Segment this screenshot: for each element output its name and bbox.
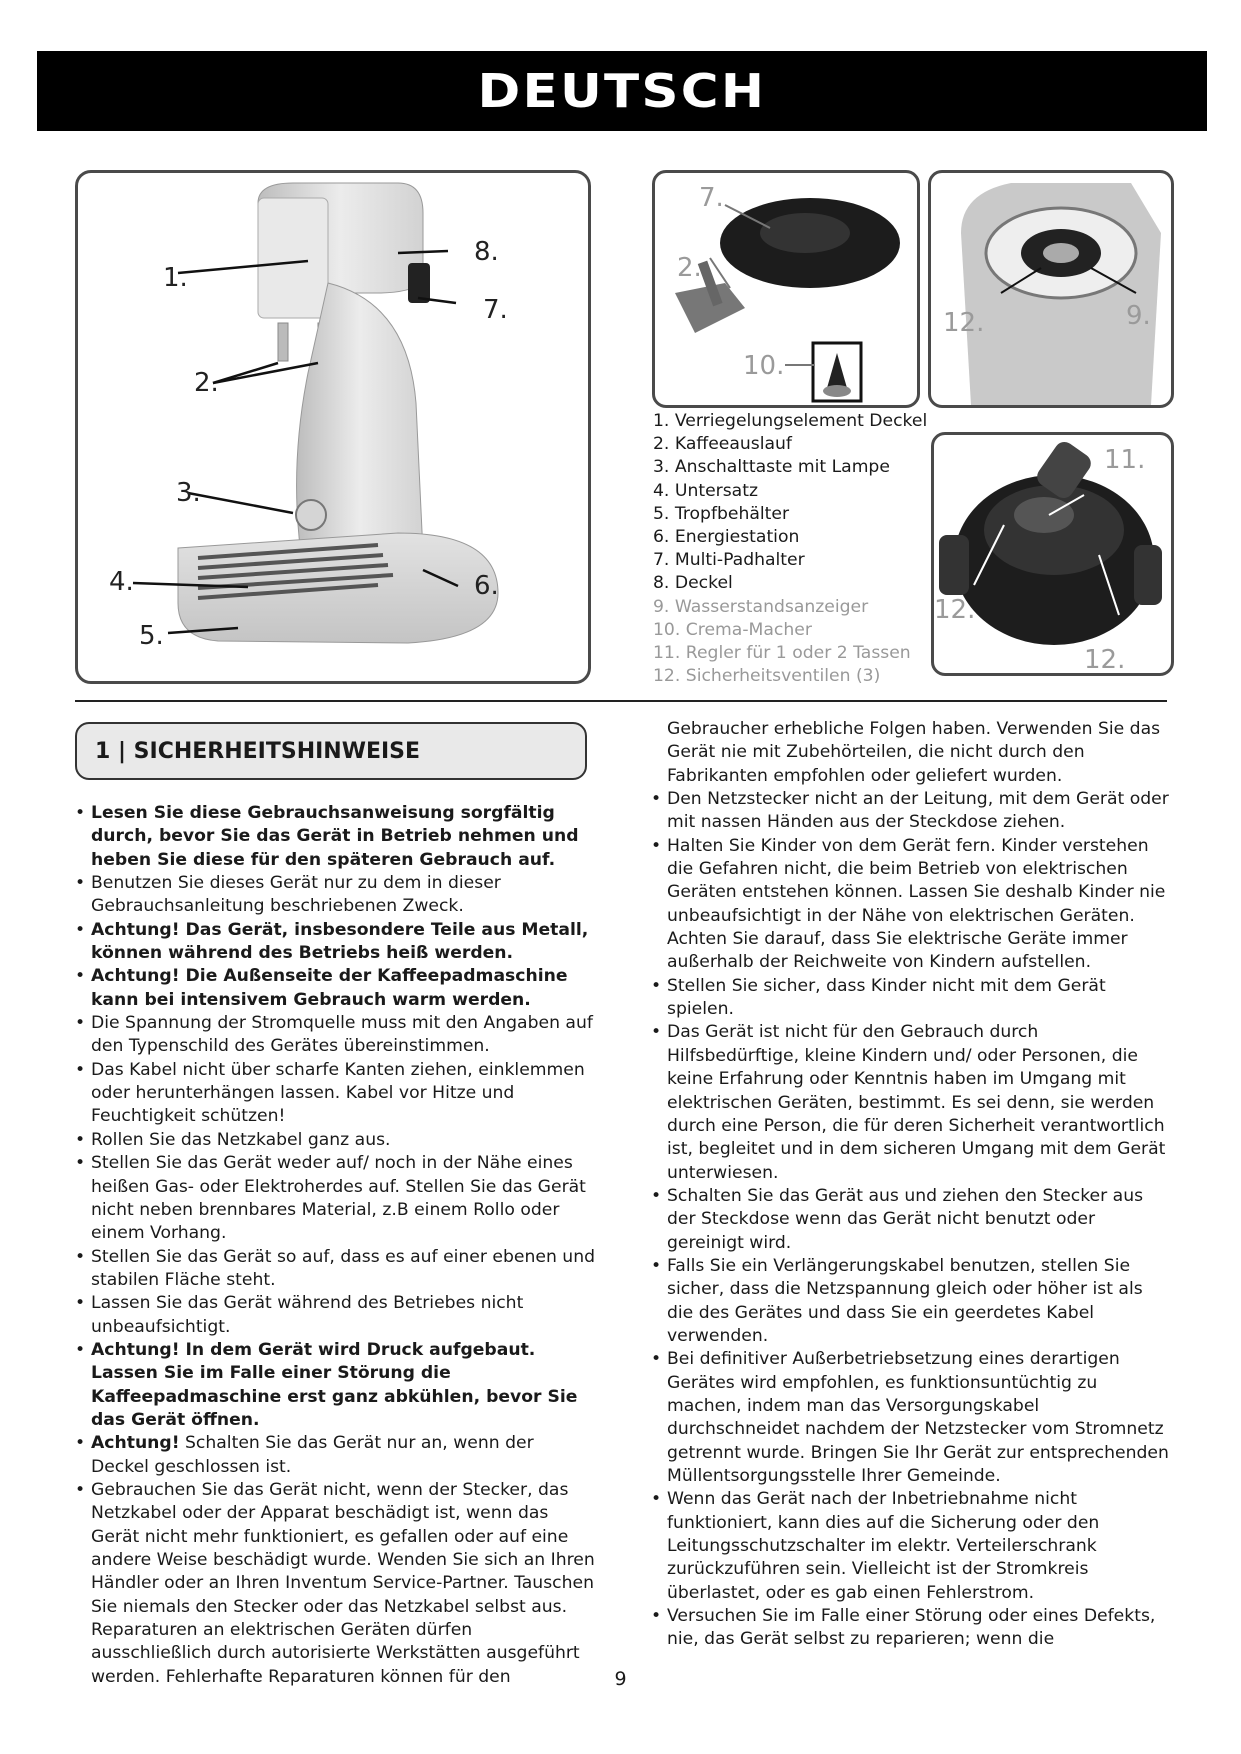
list-item: • Stellen Sie sicher, dass Kinder nicht mit dem Gerät spielen.: [651, 975, 1171, 1022]
legend-item: 7. Multi-Padhalter: [653, 550, 805, 571]
language-title: DEUTSCH: [477, 64, 767, 118]
callout-8: 8.: [474, 237, 499, 267]
list-item: • Falls Sie ein Verlängerungskabel benutzen, stellen Sie sicher, dass die Netzspannung gleich oder höher ist als die des Gerätes und dass Sie ein geerdetes Kabel verwenden.: [651, 1255, 1171, 1348]
list-item: • Stellen Sie das Gerät weder auf/ noch in der Nähe eines heißen Gas- oder Elektroherdes auf. Stellen Sie das Gerät nicht neben brennbares Material, z.B einem Rollo oder einem Vorhang.: [75, 1152, 597, 1245]
legend-item: 10. Crema-Macher: [653, 619, 812, 640]
callout-1: 1.: [163, 263, 188, 293]
list-item: • Die Spannung der Stromquelle muss mit den Angaben auf den Typenschild des Gerätes übereinstimmen.: [75, 1012, 597, 1059]
safety-column-right: [651, 718, 1171, 1652]
legend-item: 9. Wasserstandsanzeiger: [653, 596, 869, 617]
list-item: • Benutzen Sie dieses Gerät nur zu dem in dieser Gebrauchsanleitung beschriebenen Zweck.: [75, 872, 597, 919]
callout-12-top: 12.: [943, 308, 985, 338]
callout-6: 6.: [474, 571, 499, 601]
callout-11: 11.: [1104, 445, 1146, 475]
list-item: • Das Kabel nicht über scharfe Kanten ziehen, einklemmen oder herunterhängen lassen. Kabel vor Hitze und Feuchtigkeit schützen!: [75, 1059, 597, 1129]
section-title: 1 | SICHERHEITSHINWEISE: [95, 738, 421, 764]
callout-4: 4.: [109, 567, 134, 597]
list-item: • Den Netzstecker nicht an der Leitung, mit dem Gerät oder mit nassen Händen aus der Steckdose ziehen.: [651, 788, 1171, 835]
page-number: 9: [614, 1668, 627, 1690]
legend-item: 8. Deckel: [653, 573, 733, 594]
figure-main-machine: [75, 170, 591, 684]
callout-7: 7.: [483, 295, 508, 325]
list-item: • Halten Sie Kinder von dem Gerät fern. Kinder verstehen die Gefahren nicht, die beim Betrieb von elektrischen Geräten entstehen können. Lassen Sie deshalb Kinder nie unbeaufsichtigt in der Nähe von elektrischen Geräten. Achten Sie darauf, dass Sie elektrische Geräte immer außerhalb der Reichweite von Kindern aufstellen.: [651, 835, 1171, 975]
callout-3: 3.: [176, 478, 201, 508]
list-item: • Rollen Sie das Netzkabel ganz aus.: [75, 1129, 597, 1152]
callout-12-bottom: 12.: [1084, 645, 1126, 675]
legend-item: 1. Verriegelungselement Deckel: [653, 411, 928, 431]
legend-item: 12. Sicherheitsventilen (3): [653, 666, 881, 687]
list-item-continuation: Gebraucher erhebliche Folgen haben. Verwenden Sie das Gerät nie mit Zubehörteilen, die nicht durch den Fabrikanten empfohlen oder geliefert wurden.: [667, 719, 1161, 786]
list-item: • Achtung! Schalten Sie das Gerät nur an, wenn der Deckel geschlossen ist.: [75, 1432, 597, 1479]
list-item: • Wenn das Gerät nach der Inbetriebnahme nicht funktioniert, kann dies auf die Sicherung oder den Leitungsschutzschalter im elektr. Verteilerschrank zurückzuführen sein. Vielleicht ist der Stromkreis überlastet, oder es gab einen Fehlerstrom.: [651, 1488, 1171, 1605]
callout-2: 2.: [194, 368, 219, 398]
list-item: • Achtung! Die Außenseite der Kaffeepadmaschine kann bei intensivem Gebrauch warm werden.: [75, 965, 597, 1012]
callout-10-detail: 10.: [743, 351, 785, 381]
callout-5: 5.: [139, 621, 164, 651]
safety-column-left: [75, 802, 597, 1689]
section-heading: [75, 722, 587, 780]
list-item: • Das Gerät ist nicht für den Gebrauch durch Hilfsbedürftige, kleine Kindern und/ oder Personen, die keine Erfahrung oder Kenntnis haben im Umgang mit elektrischen Geräten, bestimmt. Es sei denn, sie werden durch eine Person, die für deren Sicherheit verantwortlich ist, begleitet und in dem sicheren Umgang mit dem Gerät unterwiesen.: [651, 1021, 1171, 1184]
figure-lid-valves: [931, 432, 1174, 676]
callout-2-detail: 2.: [677, 253, 702, 283]
legend-item: 4. Untersatz: [653, 480, 758, 501]
language-banner: [37, 51, 1207, 131]
callout-9: 9.: [1126, 301, 1151, 331]
machine-illustration: [78, 173, 588, 681]
list-item: • Lassen Sie das Gerät während des Betriebes nicht unbeaufsichtigt.: [75, 1292, 597, 1339]
list-item: • Schalten Sie das Gerät aus und ziehen den Stecker aus der Steckdose wenn das Gerät nicht benutzt oder gereinigt wird.: [651, 1185, 1171, 1255]
legend-item: 3. Anschalttaste mit Lampe: [653, 457, 890, 478]
list-item: • Gebrauchen Sie das Gerät nicht, wenn der Stecker, das Netzkabel oder der Apparat beschädigt ist, wenn das Gerät nicht mehr funktioniert, es gefallen oder auf eine andere Weise beschädigt wurde. Wenden Sie sich an Ihren Händler oder an Ihren Inventum Service-Partner. Tauschen Sie niemals den Stecker oder das Netzkabel selbst aus. Reparaturen an elektrischen Geräten dürfen ausschließlich durch autorisierte Werkstätten ausgeführt werden. Fehlerhafte Reparaturen können für den: [75, 1479, 597, 1689]
list-item: • Achtung! In dem Gerät wird Druck aufgebaut. Lassen Sie im Falle einer Störung die Kaffeepadmaschine erst ganz abkühlen, bevor Sie das Gerät öffnen.: [75, 1339, 597, 1432]
list-item: • Bei definitiver Außerbetriebsetzung eines derartigen Gerätes wird empfohlen, es funktionsuntüchtig zu machen, indem man das Versorgungskabel durchschneidet nachdem der Netzstecker vom Stromnetz getrennt wurde. Bringen Sie Ihr Gerät zur entsprechenden Müllentsorgungsstelle Ihrer Gemeinde.: [651, 1348, 1171, 1488]
parts-legend: [653, 410, 943, 688]
list-item: • Lesen Sie diese Gebrauchsanweisung sorgfältig durch, bevor Sie das Gerät in Betrieb nehmen und heben Sie diese für den späteren Gebrauch auf.: [75, 802, 597, 872]
legend-item: 2. Kaffeeauslauf: [653, 434, 792, 455]
figure-water-indicator: [928, 170, 1174, 408]
water-indicator-illustration: [931, 173, 1171, 405]
pad-holder-illustration: [655, 173, 917, 405]
callout-12-left: 12.: [934, 595, 976, 625]
callout-7-detail: 7.: [699, 183, 724, 213]
list-item: • Stellen Sie das Gerät so auf, dass es auf einer ebenen und stabilen Fläche steht.: [75, 1246, 597, 1293]
legend-item: 11. Regler für 1 oder 2 Tassen: [653, 643, 911, 664]
legend-item: 5. Tropfbehälter: [653, 503, 790, 524]
section-divider: [75, 700, 1167, 702]
list-item: • Achtung! Das Gerät, insbesondere Teile aus Metall, können während des Betriebs heiß werden.: [75, 919, 597, 966]
legend-item: 6. Energiestation: [653, 527, 800, 548]
list-item: • Versuchen Sie im Falle einer Störung oder eines Defekts, nie, das Gerät selbst zu reparieren; wenn die: [651, 1605, 1171, 1652]
figure-pad-holder: [652, 170, 920, 408]
